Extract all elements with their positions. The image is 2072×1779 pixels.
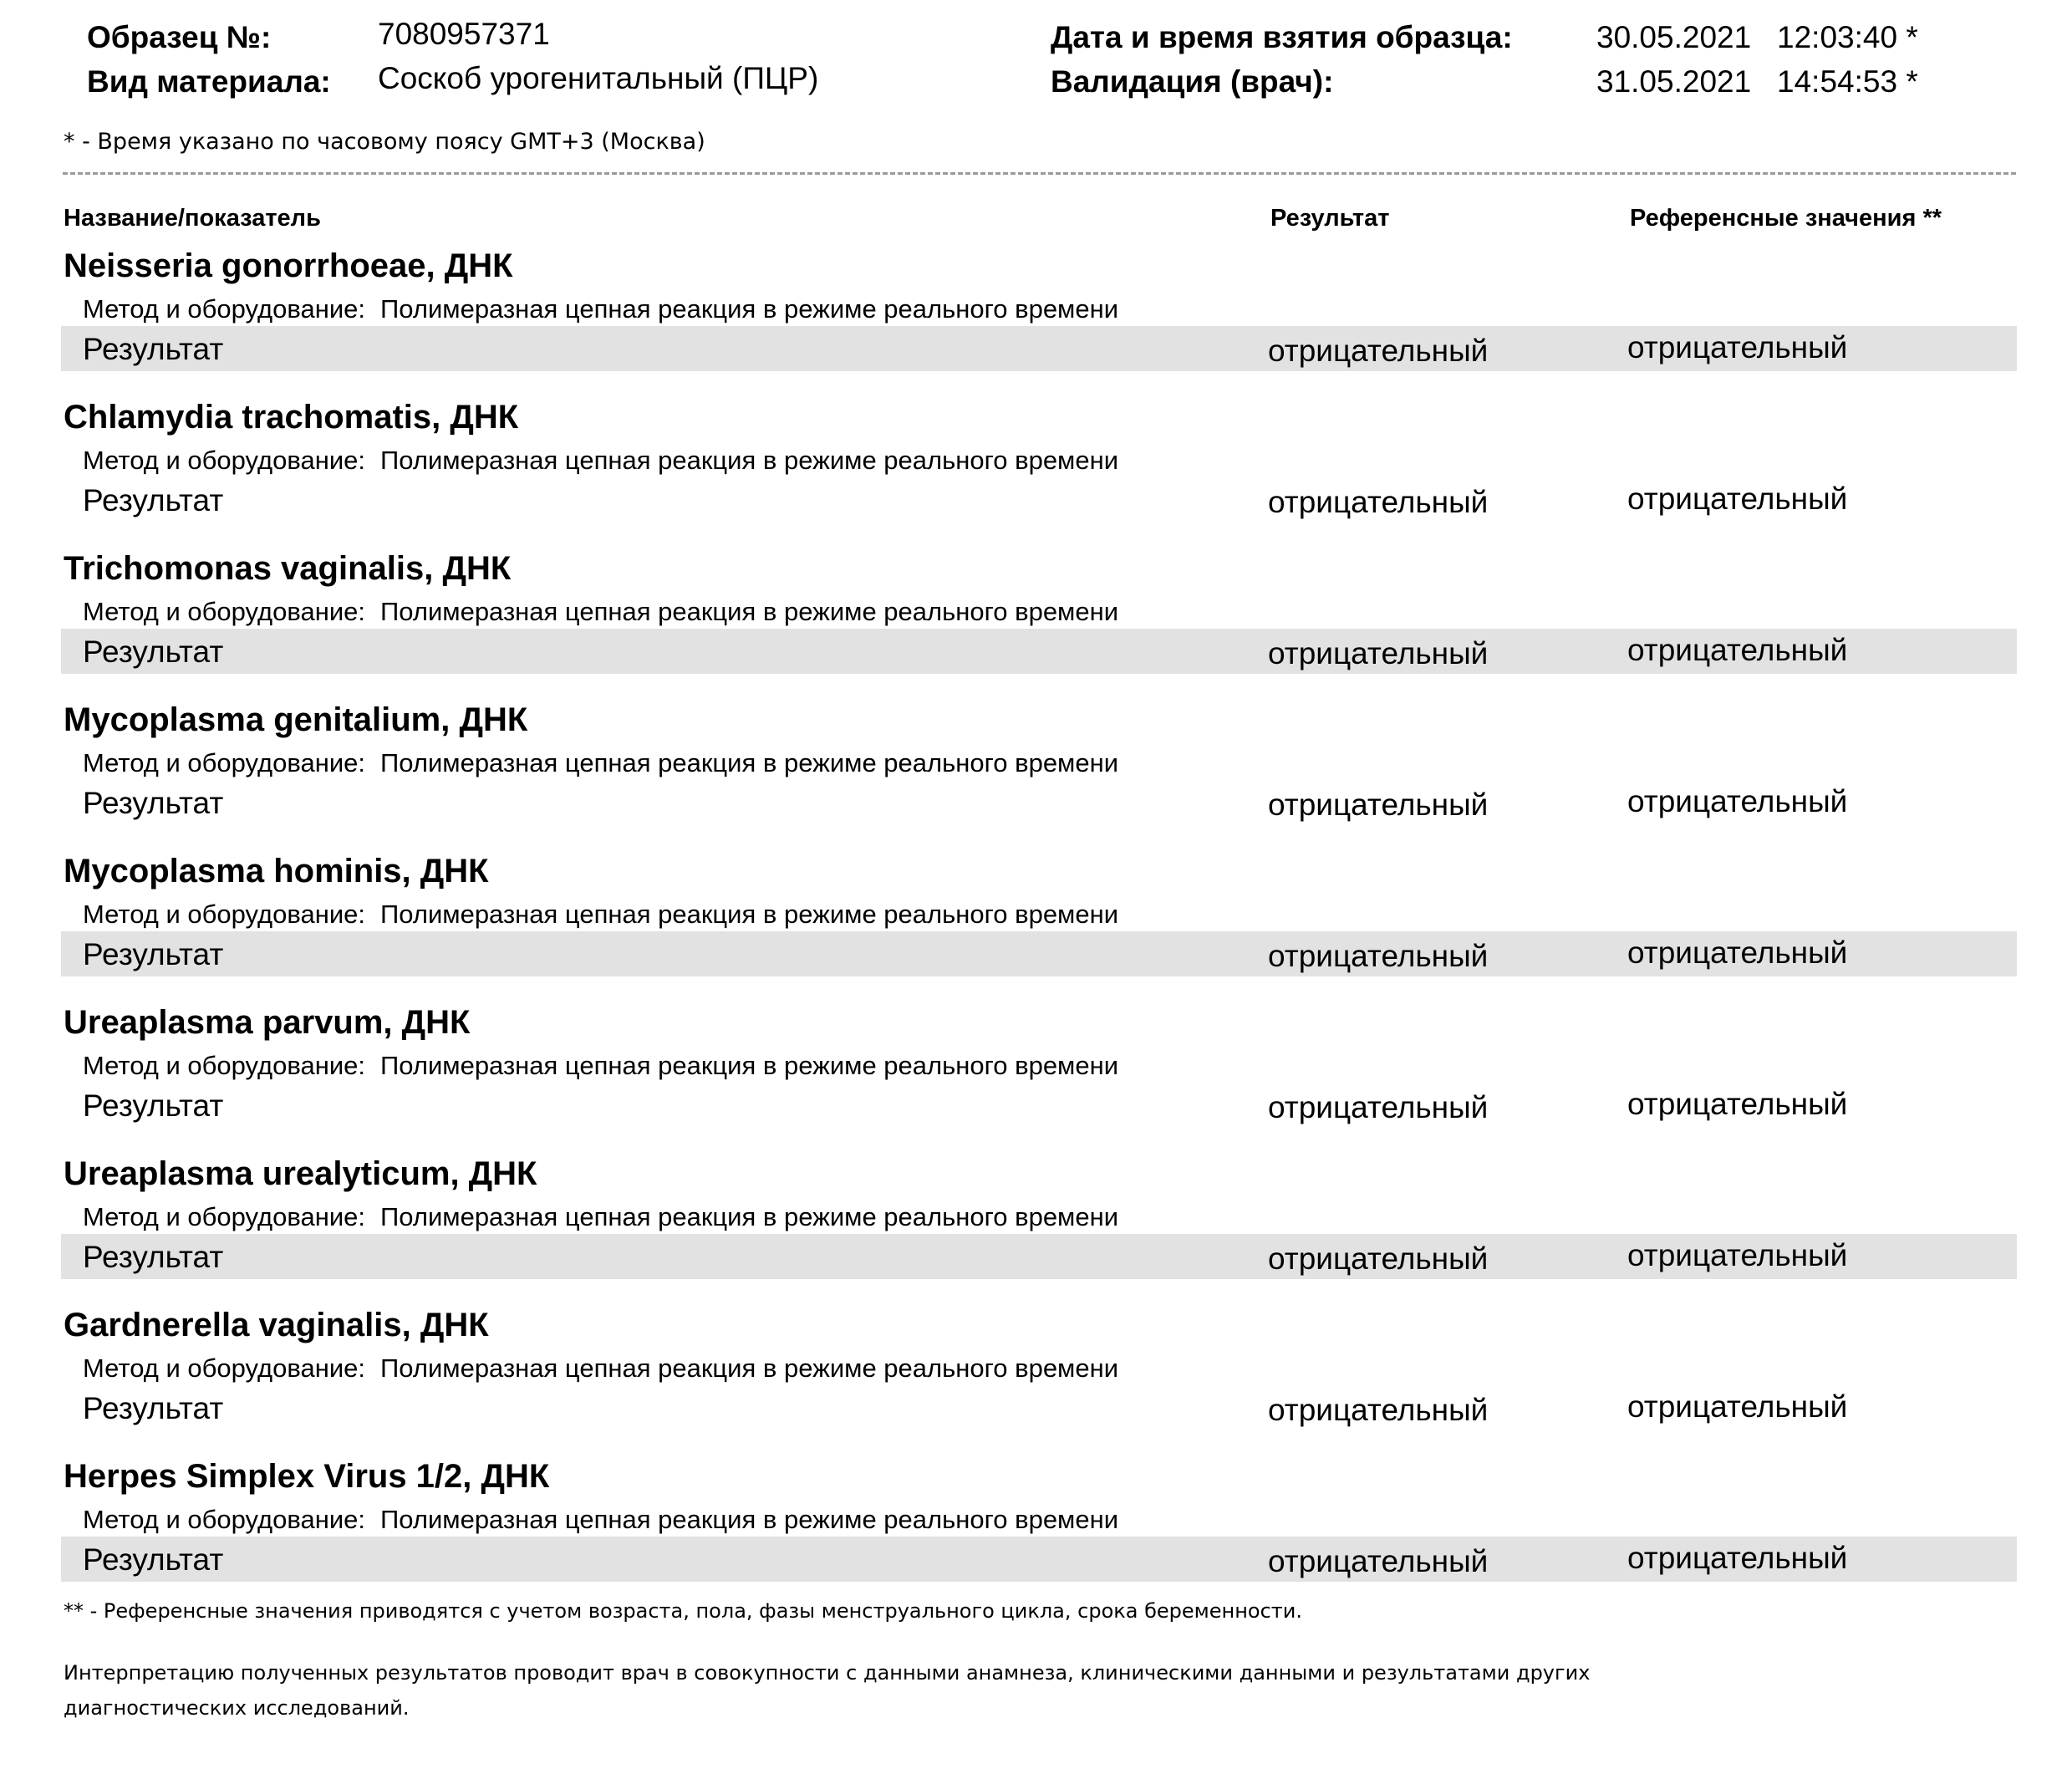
- result-label: Результат: [83, 332, 224, 366]
- test-name: Herpes Simplex Virus 1/2, ДНК: [64, 1458, 550, 1495]
- validation-label: Валидация (врач):: [1051, 64, 1334, 99]
- method-line: [83, 292, 1118, 327]
- method-label: Метод и оборудование:: [83, 1202, 366, 1231]
- result-label: Результат: [83, 635, 224, 669]
- result-value: отрицательный: [1268, 1544, 1489, 1578]
- result-label: Результат: [83, 1240, 224, 1274]
- reference-value: отрицательный: [1627, 482, 1848, 516]
- reference-value: отрицательный: [1627, 1238, 1848, 1272]
- test-block: [0, 546, 2072, 697]
- test-name: Gardnerella vaginalis, ДНК: [64, 1307, 489, 1343]
- result-value: отрицательный: [1268, 939, 1489, 973]
- result-row: [61, 780, 2017, 825]
- method-value: Полимеразная цепная реакция в режиме реального времени: [380, 1505, 1119, 1534]
- method-value: Полимеразная цепная реакция в режиме реального времени: [380, 900, 1119, 929]
- method-line: [83, 443, 1118, 478]
- test-name: Chlamydia trachomatis, ДНК: [64, 399, 519, 436]
- test-name: Trichomonas vaginalis, ДНК: [64, 550, 512, 587]
- sample-taken-value: 30.05.2021 12:03:40 *: [1596, 20, 1918, 54]
- column-header-reference: Референсные значения **: [1630, 205, 1942, 232]
- result-value: отрицательный: [1268, 334, 1489, 368]
- method-line: [83, 1351, 1118, 1386]
- reference-value: отрицательный: [1627, 1389, 1848, 1424]
- result-label: Результат: [83, 786, 224, 820]
- method-value: Полимеразная цепная реакция в режиме реального времени: [380, 748, 1119, 777]
- method-value: Полимеразная цепная реакция в режиме реального времени: [380, 1202, 1119, 1231]
- result-row: [61, 931, 2017, 976]
- test-block: [0, 243, 2072, 395]
- test-name: Ureaplasma parvum, ДНК: [64, 1004, 471, 1041]
- method-line: [83, 746, 1118, 781]
- method-label: Метод и оборудование:: [83, 1353, 366, 1383]
- method-label: Метод и оборудование:: [83, 1051, 366, 1080]
- method-line: [83, 1200, 1118, 1235]
- method-value: Полимеразная цепная реакция в режиме реального времени: [380, 1353, 1119, 1383]
- result-label: Результат: [83, 937, 224, 971]
- result-label: Результат: [83, 1391, 224, 1425]
- test-name: Neisseria gonorrhoeae, ДНК: [64, 247, 513, 284]
- sample-number-label: Образец №:: [87, 20, 272, 54]
- test-name: Mycoplasma genitalium, ДНК: [64, 701, 528, 738]
- reference-value: отрицательный: [1627, 935, 1848, 970]
- result-row: [61, 1234, 2017, 1279]
- test-block: [0, 1000, 2072, 1151]
- result-row: [61, 326, 2017, 371]
- method-label: Метод и оборудование:: [83, 1505, 366, 1534]
- method-value: Полимеразная цепная реакция в режиме реального времени: [380, 1051, 1119, 1080]
- method-label: Метод и оборудование:: [83, 597, 366, 626]
- sample-taken-label: Дата и время взятия образца:: [1051, 20, 1513, 54]
- method-value: Полимеразная цепная реакция в режиме реального времени: [380, 446, 1119, 475]
- reference-value: отрицательный: [1627, 1087, 1848, 1121]
- method-label: Метод и оборудование:: [83, 900, 366, 929]
- method-label: Метод и оборудование:: [83, 748, 366, 777]
- method-line: [83, 594, 1118, 630]
- test-block: [0, 1302, 2072, 1454]
- reference-footnote: ** - Референсные значения приводятся с учетом возраста, пола, фазы менструального цикла, срока беременности.: [64, 1599, 1302, 1623]
- column-header-name: Название/показатель: [64, 205, 321, 232]
- result-label: Результат: [83, 1088, 224, 1123]
- validation-value: 31.05.2021 14:54:53 *: [1596, 64, 1918, 99]
- material-label: Вид материала:: [87, 64, 331, 99]
- result-value: отрицательный: [1268, 636, 1489, 670]
- result-label: Результат: [83, 1542, 224, 1577]
- result-label: Результат: [83, 483, 224, 517]
- result-row: [61, 1385, 2017, 1430]
- test-block: [0, 1151, 2072, 1302]
- result-row: [61, 1083, 2017, 1128]
- material-value: Соскоб урогенитальный (ПЦР): [378, 61, 819, 95]
- dashed-divider: [63, 172, 2016, 175]
- result-row: [61, 1537, 2017, 1582]
- result-value: отрицательный: [1268, 788, 1489, 822]
- reference-value: отрицательный: [1627, 784, 1848, 818]
- interpretation-note-line2: диагностических исследований.: [64, 1696, 410, 1720]
- method-label: Метод и оборудование:: [83, 446, 366, 475]
- reference-value: отрицательный: [1627, 1541, 1848, 1575]
- test-block: [0, 395, 2072, 546]
- result-value: отрицательный: [1268, 485, 1489, 519]
- method-line: [83, 1048, 1118, 1083]
- interpretation-note-line1: Интерпретацию полученных результатов проводит врач в совокупности с данными анамнеза, клиническими данными и результатами других: [64, 1661, 1591, 1685]
- test-block: [0, 1454, 2072, 1605]
- method-label: Метод и оборудование:: [83, 294, 366, 324]
- reference-value: отрицательный: [1627, 633, 1848, 667]
- method-value: Полимеразная цепная реакция в режиме реального времени: [380, 597, 1119, 626]
- sample-number-value: 7080957371: [378, 17, 550, 51]
- method-line: [83, 897, 1118, 932]
- result-row: [61, 477, 2017, 522]
- test-block: [0, 697, 2072, 849]
- method-line: [83, 1502, 1118, 1537]
- result-row: [61, 629, 2017, 674]
- result-value: отрицательный: [1268, 1241, 1489, 1276]
- reference-value: отрицательный: [1627, 330, 1848, 364]
- test-block: [0, 849, 2072, 1000]
- test-name: Mycoplasma hominis, ДНК: [64, 853, 489, 890]
- method-value: Полимеразная цепная реакция в режиме реального времени: [380, 294, 1119, 324]
- result-value: отрицательный: [1268, 1090, 1489, 1124]
- test-name: Ureaplasma urealyticum, ДНК: [64, 1155, 537, 1192]
- column-header-result: Результат: [1270, 205, 1390, 232]
- result-value: отрицательный: [1268, 1393, 1489, 1427]
- timezone-note: * - Время указано по часовому поясу GMT+3 (Москва): [64, 129, 705, 155]
